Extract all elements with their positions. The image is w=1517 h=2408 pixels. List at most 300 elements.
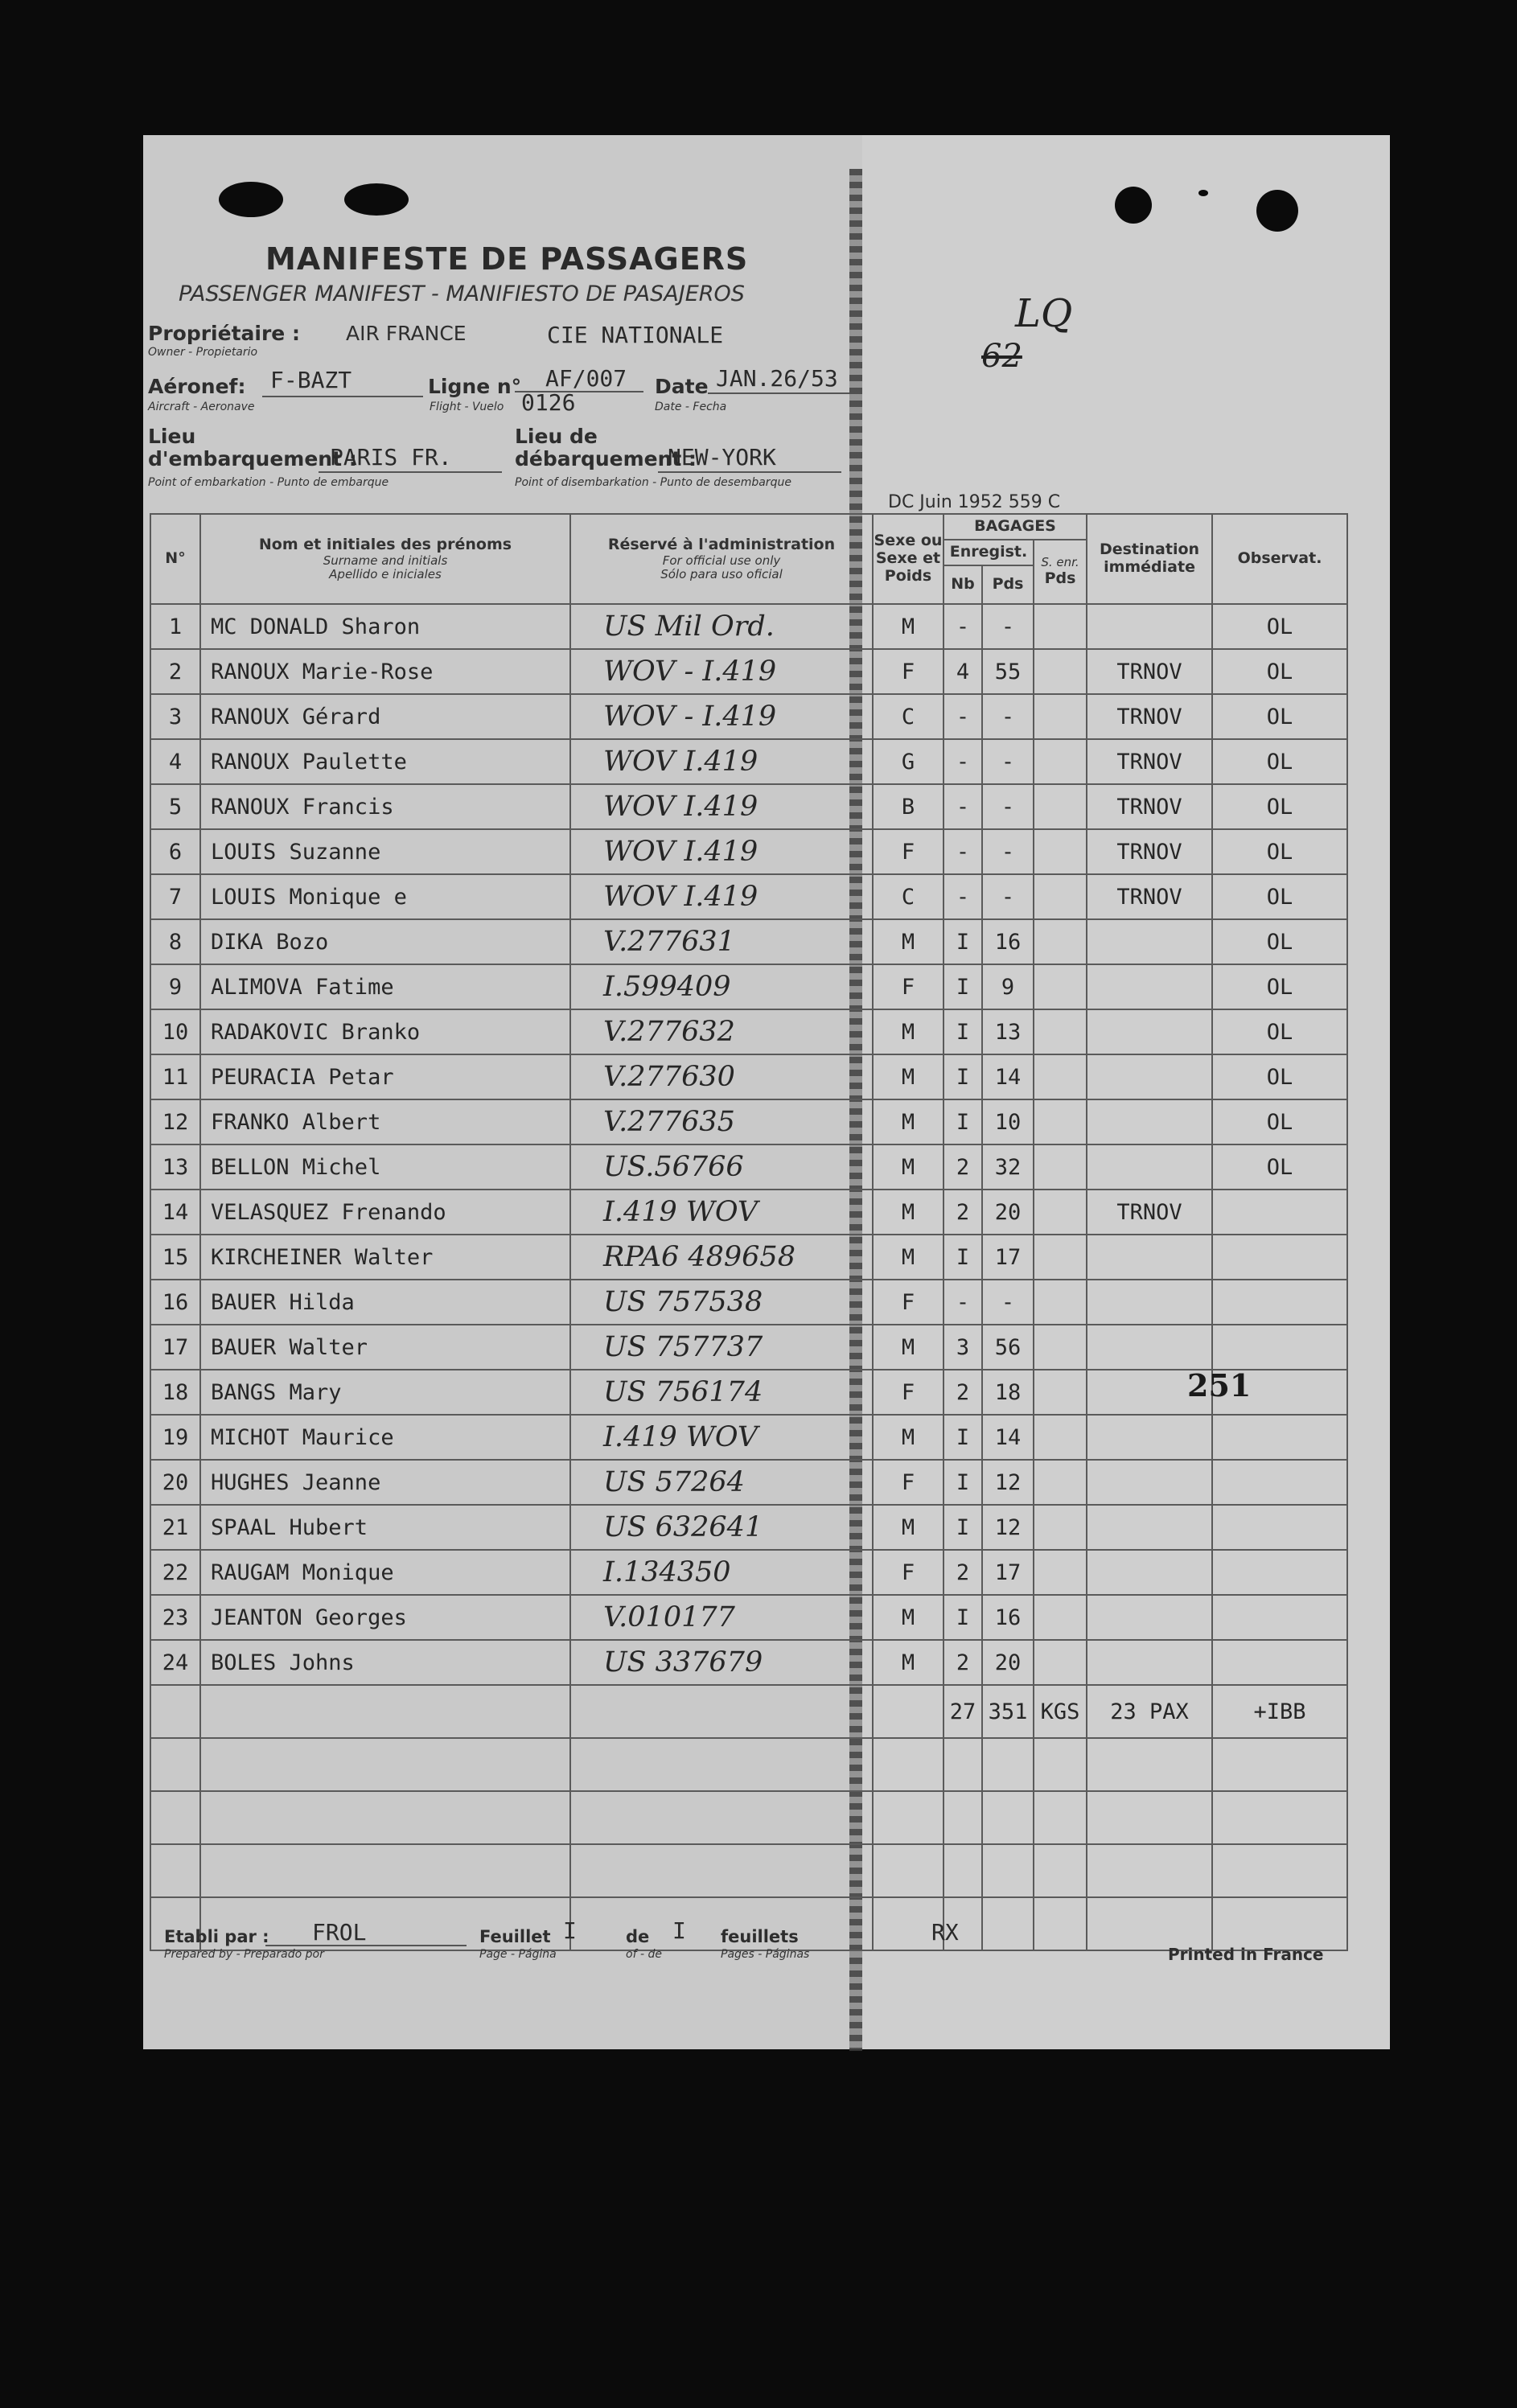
destination: TRNOV — [1087, 739, 1212, 784]
baggage-count: I — [944, 1505, 982, 1550]
unregistered-weight — [1034, 739, 1087, 784]
empty-cell — [1212, 1791, 1347, 1844]
destination: TRNOV — [1087, 694, 1212, 739]
baggage-weight: 10 — [982, 1099, 1034, 1144]
baggage-weight: 32 — [982, 1144, 1034, 1190]
observation: OL — [1212, 874, 1347, 919]
unregistered-weight — [1034, 1009, 1087, 1054]
destination — [1087, 964, 1212, 1009]
baggage-weight: - — [982, 1280, 1034, 1325]
baggage-count: I — [944, 1415, 982, 1460]
baggage-weight: 20 — [982, 1640, 1034, 1685]
disembark-value: NEW-YORK — [668, 444, 776, 471]
table-row — [150, 1415, 1347, 1460]
admin-reference: WOV - I.419 — [570, 694, 873, 739]
punch-hole — [1256, 190, 1298, 232]
admin-reference: WOV - I.419 — [570, 649, 873, 694]
admin-reference: WOV I.419 — [570, 829, 873, 874]
sex: M — [873, 1325, 944, 1370]
total-empty — [200, 1685, 570, 1738]
row-number: 1 — [150, 604, 200, 649]
embark-sublabel: Point of embarkation - Punto de embarque — [148, 476, 389, 489]
baggage-weight: 14 — [982, 1415, 1034, 1460]
baggage-count: 2 — [944, 1190, 982, 1235]
col-name: Nom et initiales des prénoms Surname and initials Apellido e iniciales — [200, 514, 570, 604]
of-sublabel: of - de — [626, 1948, 662, 1961]
total-pds: 351 — [982, 1685, 1034, 1738]
destination — [1087, 1505, 1212, 1550]
admin-reference: US 632641 — [570, 1505, 873, 1550]
baggage-weight: - — [982, 874, 1034, 919]
empty-cell — [200, 1844, 570, 1897]
baggage-count: I — [944, 1054, 982, 1099]
baggage-weight: 16 — [982, 1595, 1034, 1640]
sex: C — [873, 694, 944, 739]
date-label: Date — [655, 375, 709, 398]
empty-cell — [1087, 1791, 1212, 1844]
col-observ: Observat. — [1212, 514, 1347, 604]
empty-cell — [1034, 1791, 1087, 1844]
sex: M — [873, 1595, 944, 1640]
destination — [1087, 1054, 1212, 1099]
total-unit: KGS — [1034, 1685, 1087, 1738]
embark-label-2: d'embarquement : — [148, 447, 357, 471]
baggage-count: I — [944, 1235, 982, 1280]
flight-value: AF/007 — [545, 365, 627, 392]
prepared-sublabel: Prepared by - Preparado por — [164, 1948, 324, 1961]
unregistered-weight — [1034, 919, 1087, 964]
baggage-weight: 9 — [982, 964, 1034, 1009]
passenger-name: MC DONALD Sharon — [200, 604, 570, 649]
empty-cell — [570, 1791, 873, 1844]
destination — [1087, 1235, 1212, 1280]
blank-row — [150, 1791, 1347, 1844]
baggage-weight: - — [982, 739, 1034, 784]
observation: OL — [1212, 1009, 1347, 1054]
passenger-name: RANOUX Gérard — [200, 694, 570, 739]
row-number: 2 — [150, 649, 200, 694]
row-number: 15 — [150, 1235, 200, 1280]
sex: G — [873, 739, 944, 784]
row-number: 23 — [150, 1595, 200, 1640]
admin-reference: US.56766 — [570, 1144, 873, 1190]
pages-label: feuillets — [721, 1927, 799, 1946]
passenger-name: DIKA Bozo — [200, 919, 570, 964]
empty-cell — [1034, 1844, 1087, 1897]
row-number: 7 — [150, 874, 200, 919]
table-row — [150, 1144, 1347, 1190]
passenger-name: LOUIS Suzanne — [200, 829, 570, 874]
table-row — [150, 1099, 1347, 1144]
passenger-name: RANOUX Paulette — [200, 739, 570, 784]
table-row — [150, 649, 1347, 694]
sex: F — [873, 964, 944, 1009]
col-no: N° — [150, 514, 200, 604]
admin-reference: WOV I.419 — [570, 739, 873, 784]
empty-cell — [873, 1738, 944, 1791]
table-row — [150, 694, 1347, 739]
empty-cell — [982, 1897, 1034, 1950]
baggage-count: - — [944, 604, 982, 649]
table-row — [150, 1595, 1347, 1640]
observation — [1212, 1325, 1347, 1370]
baggage-weight: 20 — [982, 1190, 1034, 1235]
passenger-name: BAUER Walter — [200, 1325, 570, 1370]
admin-reference: US 337679 — [570, 1640, 873, 1685]
admin-reference: WOV I.419 — [570, 784, 873, 829]
unregistered-weight — [1034, 604, 1087, 649]
row-number: 14 — [150, 1190, 200, 1235]
row-number: 21 — [150, 1505, 200, 1550]
col-enregist: Enregist. — [944, 540, 1034, 565]
handwritten-annotation: LQ — [1015, 291, 1073, 336]
row-number: 9 — [150, 964, 200, 1009]
totals-row — [150, 1685, 1347, 1738]
unregistered-weight — [1034, 1550, 1087, 1595]
passenger-name: BELLON Michel — [200, 1144, 570, 1190]
row-number: 12 — [150, 1099, 200, 1144]
destination: TRNOV — [1087, 784, 1212, 829]
passenger-name: KIRCHEINER Walter — [200, 1235, 570, 1280]
row-number: 17 — [150, 1325, 200, 1370]
destination — [1087, 1280, 1212, 1325]
owner-label: Propriétaire : — [148, 322, 300, 345]
col-non-enreg: S. enr. Pds — [1034, 540, 1087, 604]
sex: C — [873, 874, 944, 919]
owner-value: AIR FRANCE — [346, 322, 467, 345]
page-subtitle: PASSENGER MANIFEST - MANIFIESTO DE PASAJEROS — [179, 281, 745, 306]
rx-mark: RX — [931, 1919, 959, 1946]
aircraft-label: Aéronef: — [148, 375, 246, 398]
observation: OL — [1212, 739, 1347, 784]
destination — [1087, 1144, 1212, 1190]
unregistered-weight — [1034, 1144, 1087, 1190]
observation: OL — [1212, 1054, 1347, 1099]
page-title: MANIFESTE DE PASSAGERS — [265, 241, 749, 277]
sex: M — [873, 604, 944, 649]
table-row — [150, 964, 1347, 1009]
pages-sublabel: Pages - Páginas — [721, 1948, 810, 1961]
sex: F — [873, 1460, 944, 1505]
sex: M — [873, 1235, 944, 1280]
empty-cell — [982, 1844, 1034, 1897]
passenger-name: SPAAL Hubert — [200, 1505, 570, 1550]
baggage-weight: - — [982, 694, 1034, 739]
owner-value-2: CIE NATIONALE — [547, 322, 724, 348]
unregistered-weight — [1034, 1325, 1087, 1370]
destination — [1087, 1640, 1212, 1685]
owner-sublabel: Owner - Propietario — [148, 346, 258, 359]
empty-cell — [150, 1738, 200, 1791]
unregistered-weight — [1034, 1280, 1087, 1325]
admin-reference: V.277635 — [570, 1099, 873, 1144]
baggage-weight: - — [982, 604, 1034, 649]
disembark-sublabel: Point of disembarkation - Punto de desembarque — [515, 476, 791, 489]
passenger-name: RADAKOVIC Branko — [200, 1009, 570, 1054]
disembark-label-2: débarquement : — [515, 447, 697, 471]
destination: TRNOV — [1087, 874, 1212, 919]
empty-cell — [1087, 1738, 1212, 1791]
empty-cell — [944, 1844, 982, 1897]
punch-hole — [219, 182, 283, 217]
total-empty — [570, 1685, 873, 1738]
observation — [1212, 1640, 1347, 1685]
admin-reference: US 757737 — [570, 1325, 873, 1370]
destination: TRNOV — [1087, 829, 1212, 874]
baggage-count: 4 — [944, 649, 982, 694]
table-row — [150, 829, 1347, 874]
admin-reference: I.419 WOV — [570, 1415, 873, 1460]
unregistered-weight — [1034, 829, 1087, 874]
table-row — [150, 1460, 1347, 1505]
empty-cell — [944, 1738, 982, 1791]
unregistered-weight — [1034, 1505, 1087, 1550]
empty-cell — [1034, 1738, 1087, 1791]
baggage-weight: 18 — [982, 1370, 1034, 1415]
admin-reference: WOV I.419 — [570, 874, 873, 919]
observation — [1212, 1595, 1347, 1640]
observation: OL — [1212, 829, 1347, 874]
baggage-weight: 16 — [982, 919, 1034, 964]
unregistered-weight — [1034, 1595, 1087, 1640]
baggage-count: I — [944, 1099, 982, 1144]
prepared-value: FROL — [312, 1919, 367, 1946]
observation — [1212, 1550, 1347, 1595]
row-number: 6 — [150, 829, 200, 874]
unregistered-weight — [1034, 1235, 1087, 1280]
row-number: 19 — [150, 1415, 200, 1460]
blank-row — [150, 1738, 1347, 1791]
baggage-count: I — [944, 919, 982, 964]
flight-value-2: 0126 — [521, 389, 576, 416]
admin-reference: US 756174 — [570, 1370, 873, 1415]
disembark-label: Lieu de — [515, 425, 598, 448]
unregistered-weight — [1034, 964, 1087, 1009]
sex: B — [873, 784, 944, 829]
aircraft-sublabel: Aircraft - Aeronave — [148, 401, 255, 413]
passenger-table — [150, 513, 1348, 1951]
empty-cell — [1087, 1897, 1212, 1950]
empty-cell — [200, 1738, 570, 1791]
passenger-name: ALIMOVA Fatime — [200, 964, 570, 1009]
unregistered-weight — [1034, 1054, 1087, 1099]
unregistered-weight — [1034, 1415, 1087, 1460]
unregistered-weight — [1034, 1190, 1087, 1235]
baggage-weight: 56 — [982, 1325, 1034, 1370]
sex: M — [873, 1415, 944, 1460]
baggage-count: - — [944, 784, 982, 829]
baggage-weight: - — [982, 784, 1034, 829]
observation — [1212, 1415, 1347, 1460]
row-number: 22 — [150, 1550, 200, 1595]
total-empty — [873, 1685, 944, 1738]
of-value: I — [672, 1917, 686, 1944]
table-row — [150, 604, 1347, 649]
row-number: 4 — [150, 739, 200, 784]
baggage-weight: 12 — [982, 1460, 1034, 1505]
baggage-count: 2 — [944, 1640, 982, 1685]
row-number: 11 — [150, 1054, 200, 1099]
empty-cell — [1034, 1897, 1087, 1950]
table-row — [150, 1190, 1347, 1235]
table-row — [150, 1235, 1347, 1280]
table-row — [150, 1325, 1347, 1370]
table-row — [150, 1009, 1347, 1054]
sex: M — [873, 1054, 944, 1099]
baggage-weight: 17 — [982, 1235, 1034, 1280]
admin-reference: I.599409 — [570, 964, 873, 1009]
admin-reference: V.277631 — [570, 919, 873, 964]
row-number: 5 — [150, 784, 200, 829]
observation: OL — [1212, 1099, 1347, 1144]
observation — [1212, 1190, 1347, 1235]
row-number: 13 — [150, 1144, 200, 1190]
blank-row — [150, 1844, 1347, 1897]
table-row — [150, 1550, 1347, 1595]
baggage-weight: - — [982, 829, 1034, 874]
sex: M — [873, 919, 944, 964]
baggage-count: - — [944, 739, 982, 784]
baggage-count: - — [944, 874, 982, 919]
observation: OL — [1212, 784, 1347, 829]
observation — [1212, 1235, 1347, 1280]
baggage-count: - — [944, 694, 982, 739]
baggage-weight: 12 — [982, 1505, 1034, 1550]
sex: F — [873, 649, 944, 694]
baggage-count: - — [944, 829, 982, 874]
destination — [1087, 1415, 1212, 1460]
of-label: de — [626, 1927, 650, 1946]
passenger-name: LOUIS Monique e — [200, 874, 570, 919]
unregistered-weight — [1034, 649, 1087, 694]
baggage-count: I — [944, 1595, 982, 1640]
passenger-name: VELASQUEZ Frenando — [200, 1190, 570, 1235]
col-sex: Sexe ou Sexe et Poids — [873, 514, 944, 604]
empty-cell — [150, 1791, 200, 1844]
sheet-label: Feuillet — [479, 1927, 551, 1946]
flight-sublabel: Flight - Vuelo — [430, 401, 504, 413]
embark-value: PARIS FR. — [330, 444, 452, 471]
empty-cell — [982, 1791, 1034, 1844]
col-pds: Pds — [982, 565, 1034, 604]
admin-reference: V.010177 — [570, 1595, 873, 1640]
row-number: 18 — [150, 1370, 200, 1415]
baggage-count: I — [944, 964, 982, 1009]
sex: F — [873, 829, 944, 874]
passenger-name: BOLES Johns — [200, 1640, 570, 1685]
observation: OL — [1212, 919, 1347, 964]
admin-reference: V.277632 — [570, 1009, 873, 1054]
baggage-count: 2 — [944, 1550, 982, 1595]
table-row — [150, 784, 1347, 829]
punch-hole — [1115, 187, 1152, 224]
observation: OL — [1212, 964, 1347, 1009]
stamp-number: 251 — [1187, 1367, 1252, 1403]
col-bagages: BAGAGES — [944, 514, 1087, 540]
destination — [1087, 1009, 1212, 1054]
table-row — [150, 1640, 1347, 1685]
punch-hole — [344, 183, 409, 216]
passenger-name: MICHOT Maurice — [200, 1415, 570, 1460]
row-number: 20 — [150, 1460, 200, 1505]
passenger-name: RANOUX Marie-Rose — [200, 649, 570, 694]
baggage-count: 3 — [944, 1325, 982, 1370]
destination: TRNOV — [1087, 1190, 1212, 1235]
punch-hole — [1198, 190, 1208, 196]
destination — [1087, 1550, 1212, 1595]
total-extra: +IBB — [1212, 1685, 1347, 1738]
passenger-name: PEURACIA Petar — [200, 1054, 570, 1099]
passenger-name: BAUER Hilda — [200, 1280, 570, 1325]
observation: OL — [1212, 604, 1347, 649]
unregistered-weight — [1034, 694, 1087, 739]
observation: OL — [1212, 694, 1347, 739]
destination — [1087, 919, 1212, 964]
empty-cell — [944, 1791, 982, 1844]
sex: M — [873, 1144, 944, 1190]
empty-cell — [570, 1844, 873, 1897]
admin-reference: V.277630 — [570, 1054, 873, 1099]
passenger-name: HUGHES Jeanne — [200, 1460, 570, 1505]
baggage-weight: 14 — [982, 1054, 1034, 1099]
row-number: 10 — [150, 1009, 200, 1054]
unregistered-weight — [1034, 874, 1087, 919]
table-row — [150, 874, 1347, 919]
baggage-weight: 17 — [982, 1550, 1034, 1595]
empty-cell — [150, 1844, 200, 1897]
passenger-name: JEANTON Georges — [200, 1595, 570, 1640]
empty-cell — [873, 1844, 944, 1897]
sex: F — [873, 1550, 944, 1595]
passenger-name: BANGS Mary — [200, 1370, 570, 1415]
empty-cell — [200, 1791, 570, 1844]
sex: M — [873, 1640, 944, 1685]
passenger-name: RANOUX Francis — [200, 784, 570, 829]
embark-label: Lieu — [148, 425, 196, 448]
total-pax: 23 PAX — [1087, 1685, 1212, 1738]
row-number: 3 — [150, 694, 200, 739]
unregistered-weight — [1034, 1370, 1087, 1415]
prepared-label: Etabli par : — [164, 1927, 269, 1946]
col-destination: Destination immédiate — [1087, 514, 1212, 604]
destination: TRNOV — [1087, 649, 1212, 694]
col-admin: Réservé à l'administration For official use only Sólo para uso oficial — [570, 514, 873, 604]
observation — [1212, 1505, 1347, 1550]
total-empty — [150, 1685, 200, 1738]
baggage-count: 2 — [944, 1144, 982, 1190]
printed-in-france: Printed in France — [1168, 1945, 1324, 1964]
sex: M — [873, 1190, 944, 1235]
sex: F — [873, 1280, 944, 1325]
unregistered-weight — [1034, 1099, 1087, 1144]
destination — [1087, 1595, 1212, 1640]
observation: OL — [1212, 649, 1347, 694]
observation — [1212, 1280, 1347, 1325]
row-number: 24 — [150, 1640, 200, 1685]
empty-cell — [570, 1738, 873, 1791]
handwritten-annotation-2: 62 — [981, 338, 1022, 375]
form-code: DC Juin 1952 559 C — [888, 492, 1061, 512]
destination — [1087, 1099, 1212, 1144]
baggage-count: I — [944, 1460, 982, 1505]
empty-cell — [873, 1791, 944, 1844]
sex: F — [873, 1370, 944, 1415]
baggage-count: - — [944, 1280, 982, 1325]
baggage-weight: 55 — [982, 649, 1034, 694]
admin-reference: US Mil Ord. — [570, 604, 873, 649]
aircraft-value: F-BAZT — [270, 367, 352, 393]
sex: M — [873, 1009, 944, 1054]
